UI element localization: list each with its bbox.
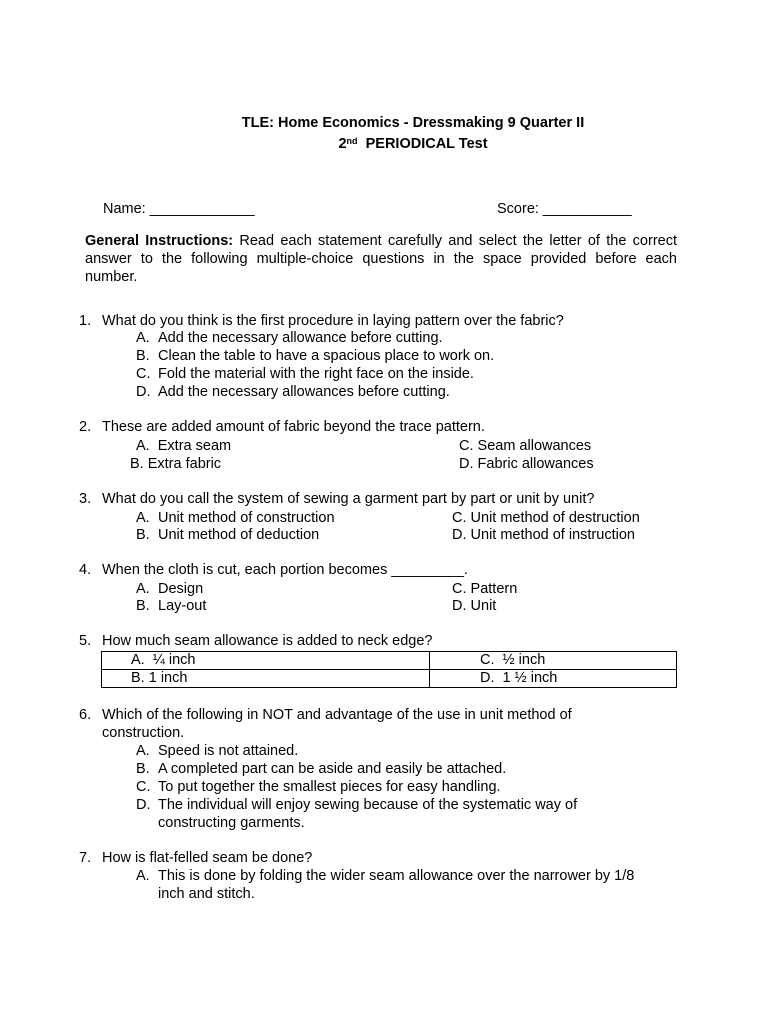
q5-options-table (101, 651, 677, 688)
q6-option-b: A completed part can be aside and easily be attached. (158, 761, 507, 777)
q6-text-line2: construction. (102, 725, 185, 741)
q7-option-a-line2: inch and stitch. (158, 886, 255, 902)
q7-text: How is flat-felled seam be done? (102, 850, 313, 866)
q4-option-a: Design (158, 581, 204, 597)
q1-option-d: Add the necessary allowances before cutting. (158, 384, 450, 400)
q3-option-b: Unit method of deduction (158, 527, 320, 543)
q2-option-b: B. Extra fabric (130, 456, 222, 472)
q3-number: 3. (79, 491, 92, 507)
q6-option-c-letter: C. (136, 779, 151, 795)
q1-option-a-letter: A. (136, 330, 150, 346)
q6-option-d-line2: constructing garments. (158, 815, 305, 831)
instructions-text: Read each statement carefully and select the letter of the correct answer to the following multiple-choice questions in the space provided before each number. (85, 233, 677, 285)
q6-option-b-letter: B. (136, 761, 150, 777)
general-instructions (85, 232, 677, 286)
q5-option-b: B. 1 inch (102, 670, 430, 688)
q4-text: When the cloth is cut, each portion becomes _________. (102, 562, 468, 578)
q7-option-a-line1: This is done by folding the wider seam allowance over the narrower by 1/8 (158, 868, 635, 884)
q6-option-d-letter: D. (136, 797, 151, 813)
q2-text: These are added amount of fabric beyond the trace pattern. (102, 419, 485, 435)
q5-option-d: D. 1 ½ inch (430, 670, 677, 688)
q1-option-b-letter: B. (136, 348, 150, 364)
q2-number: 2. (79, 419, 92, 435)
table-row (102, 652, 677, 670)
test-title: TLE: Home Economics - Dressmaking 9 Quarter II (241, 115, 585, 131)
q5-text: How much seam allowance is added to neck edge? (102, 633, 433, 649)
q2-option-c: C. Seam allowances (459, 438, 592, 454)
q6-option-d-line1: The individual will enjoy sewing because of the systematic way of (158, 797, 578, 813)
q1-option-c: Fold the material with the right face on the inside. (158, 366, 474, 382)
q6-number: 6. (79, 707, 92, 723)
q3-option-a: Unit method of construction (158, 510, 335, 526)
test-subtitle (0, 135, 768, 153)
q5-number: 5. (79, 633, 92, 649)
q7-option-a-letter: A. (136, 868, 150, 884)
q1-option-b: Clean the table to have a spacious place to work on. (158, 348, 495, 364)
q6-text-line1: Which of the following in NOT and advantage of the use in unit method of (102, 707, 572, 723)
q5-option-a: A. ¼ inch (102, 652, 430, 670)
q4-option-c: C. Pattern (452, 581, 518, 597)
q1-number: 1. (79, 313, 92, 329)
q2-option-a: A. Extra seam (136, 438, 232, 454)
q3-text: What do you call the system of sewing a garment part by part or unit by unit? (102, 491, 595, 507)
subtitle-text: PERIODICAL Test (357, 136, 488, 152)
q1-option-a: Add the necessary allowance before cutting. (158, 330, 443, 346)
q4-option-b-letter: B. (136, 598, 150, 614)
name-field: Name: _____________ (103, 201, 255, 217)
score-field: Score: ___________ (497, 201, 632, 217)
q3-option-b-letter: B. (136, 527, 150, 543)
subtitle-ordinal: nd (346, 136, 358, 146)
table-row (102, 670, 677, 688)
q3-option-a-letter: A. (136, 510, 150, 526)
q1-text: What do you think is the first procedure in laying pattern over the fabric? (102, 313, 564, 329)
q4-option-a-letter: A. (136, 581, 150, 597)
q1-option-c-letter: C. (136, 366, 151, 382)
q1-option-d-letter: D. (136, 384, 151, 400)
q4-option-d: D. Unit (452, 598, 497, 614)
subtitle-number: 2 (338, 136, 347, 152)
q7-number: 7. (79, 850, 92, 866)
q6-option-a-letter: A. (136, 743, 150, 759)
q2-option-d: D. Fabric allowances (459, 456, 594, 472)
q3-option-d: D. Unit method of instruction (452, 527, 635, 543)
q3-option-c: C. Unit method of destruction (452, 510, 640, 526)
q4-option-b: Lay-out (158, 598, 207, 614)
instructions-label: General Instructions: (85, 233, 234, 249)
q4-number: 4. (79, 562, 92, 578)
q6-option-a: Speed is not attained. (158, 743, 299, 759)
q6-option-c: To put together the smallest pieces for easy handling. (158, 779, 501, 795)
q5-option-c: C. ½ inch (430, 652, 677, 670)
